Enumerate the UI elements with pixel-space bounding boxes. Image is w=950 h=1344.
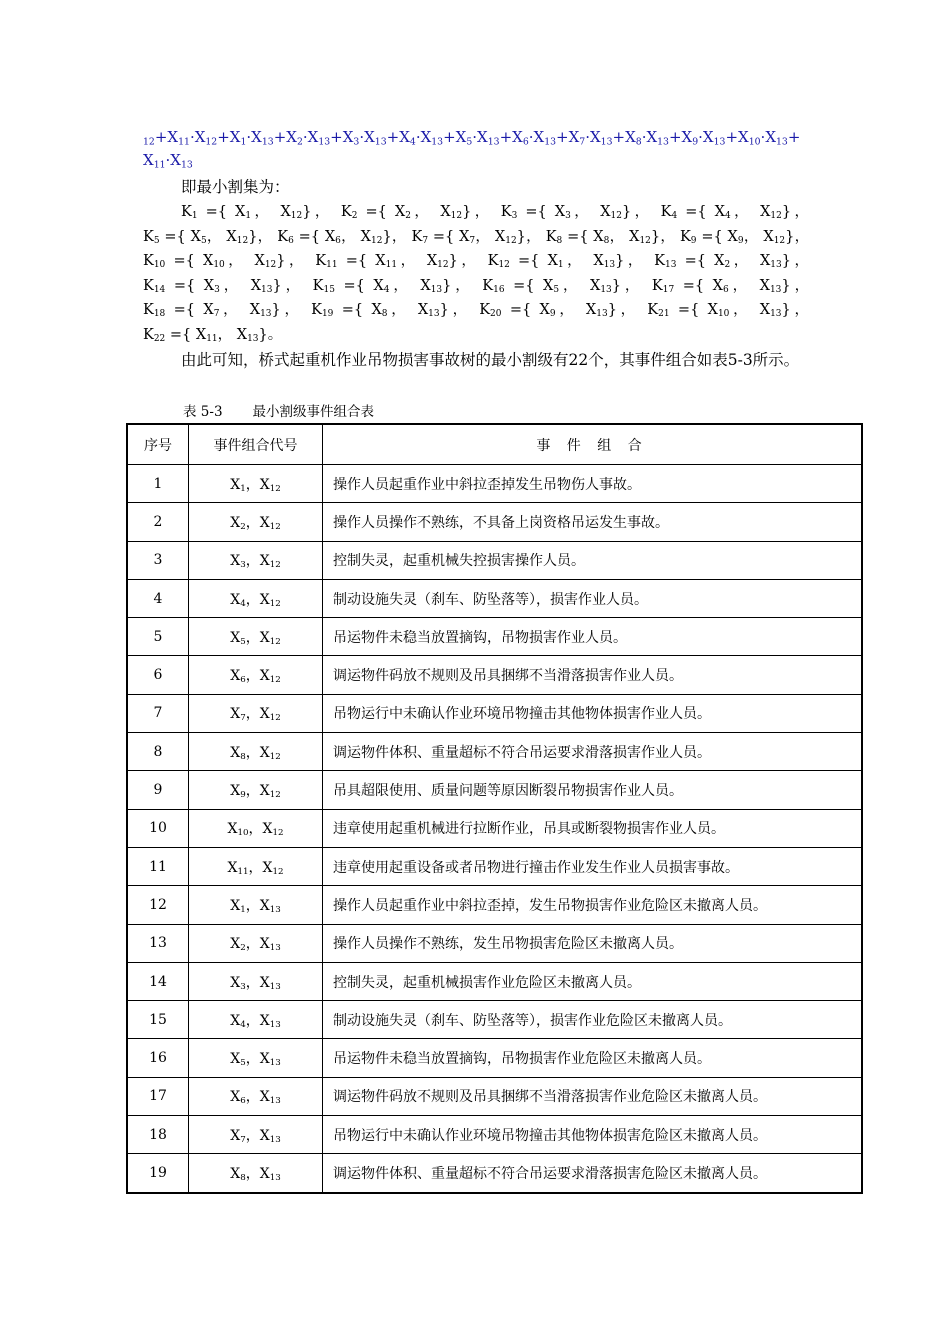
cut-set-event-b: 13 xyxy=(260,309,272,320)
formula-term xyxy=(143,128,155,146)
formula-term: $+X_8$ xyxy=(612,128,642,148)
cut-set-table xyxy=(126,423,863,1194)
formula-term-subscript: 13 xyxy=(713,136,726,148)
formula-term-subscript: 12 xyxy=(143,136,155,148)
cut-set-item: $K_4$ ={ $X_4$， $X_{12}$}， xyxy=(660,204,810,222)
cut-set-index: 13 xyxy=(665,260,677,271)
cut-set-index: 16 xyxy=(493,285,505,296)
summary-paragraph: 由此可知，桥式起重机作业吊物损害事故树的最小割级有22个，其事件组合如表5-3所示。 xyxy=(181,351,800,369)
cut-set-index: 18 xyxy=(153,309,166,320)
table-row xyxy=(127,1116,862,1154)
cut-set-event-a: 8 xyxy=(381,309,388,320)
table-row xyxy=(127,1077,862,1115)
formula-term-subscript: 13 xyxy=(431,136,444,148)
cut-set-event-b: 13 xyxy=(428,309,440,320)
cut-set-event-a: 10 xyxy=(717,309,730,320)
row-event-code: $X_{11}$，$X_{12}$ xyxy=(189,847,323,885)
cut-set-event-b: 13 xyxy=(261,285,273,296)
intro-text: 即最小割集为： xyxy=(181,178,290,196)
cut-set-index: 3 xyxy=(511,211,518,222)
event-code-a: 4 xyxy=(240,1019,246,1030)
cut-set-event-b: 12 xyxy=(639,235,651,246)
formula-term-subscript: 11 xyxy=(178,136,190,148)
event-code-b: 12 xyxy=(269,560,281,571)
formula-term: $+X_6$ xyxy=(499,128,529,148)
formula-term: $\cdot X_{13}$ xyxy=(528,128,557,148)
row-description: 控制失灵，起重机械失控损害操作人员。 xyxy=(323,541,863,579)
cut-set-event-a: 7 xyxy=(469,235,476,246)
row-number: 2 xyxy=(127,503,189,541)
row-number: 18 xyxy=(127,1116,189,1154)
event-code-b: 12 xyxy=(272,866,284,877)
event-code-a: 2 xyxy=(240,522,246,533)
header-combination: 事 件 组 合 xyxy=(323,424,863,465)
cut-set-event-b: 13 xyxy=(247,334,259,345)
row-number: 8 xyxy=(127,733,189,771)
formula-term: $+X_4$ xyxy=(386,128,416,148)
table-row xyxy=(127,618,862,656)
cut-set-event-a: 1 xyxy=(557,260,564,271)
row-number: 6 xyxy=(127,656,189,694)
table-row xyxy=(127,1039,862,1077)
cut-set-event-a: 4 xyxy=(724,211,731,222)
formula-term: $+X_1$ xyxy=(725,128,755,148)
row-number: 14 xyxy=(127,962,189,1000)
event-code-b: 13 xyxy=(269,1058,281,1069)
table-row xyxy=(127,503,862,541)
event-code-a: 8 xyxy=(240,1173,246,1184)
cut-set-index: 5 xyxy=(153,235,160,246)
row-number: 13 xyxy=(127,924,189,962)
formula-term-subscript: 4 xyxy=(409,136,416,148)
table-row xyxy=(127,694,862,732)
row-description: 违章使用起重设备或者吊物进行撞击作业发生作业人员损害事故。 xyxy=(323,847,863,885)
table-row xyxy=(127,1001,862,1039)
cut-set-event-a: 7 xyxy=(213,309,220,320)
cut-set-item: $K_{16}$ ={ $X_5$， $X_{13}$}， xyxy=(482,277,644,296)
row-number: 3 xyxy=(127,541,189,579)
formula-term-subscript: 13 xyxy=(776,136,788,148)
row-event-code: $X_4$，$X_{12}$ xyxy=(189,579,323,617)
event-code-b: 12 xyxy=(269,675,281,686)
formula-term xyxy=(755,128,761,146)
formula-continuation xyxy=(143,126,809,172)
cut-set-item: $K_{17}$ ={ $X_6$， $X_{13}$}， xyxy=(651,277,810,296)
row-number: 17 xyxy=(127,1077,189,1115)
formula-term-subscript: 13 xyxy=(657,136,669,148)
cut-set-event-b: 13 xyxy=(600,285,612,296)
row-description: 调运物件码放不规则及吊具捆绑不当滑落损害作业人员。 xyxy=(323,656,863,694)
row-description: 吊物运行中未确认作业环境吊物撞击其他物体损害作业人员。 xyxy=(323,694,863,732)
event-code-a: 1 xyxy=(240,483,246,494)
cut-set-item: $K_{19}$ ={ $X_8$， $X_{13}$}， xyxy=(311,302,471,320)
cut-set-item: $K_{12}$ ={ $X_1$， $X_{13}$}， xyxy=(487,253,646,271)
formula-term: $\cdot X_{13}$ xyxy=(359,128,387,148)
row-description: 吊物运行中未确认作业环境吊物撞击其他物体损害危险区未撤离人员。 xyxy=(323,1116,863,1154)
formula-term-subscript: 13 xyxy=(600,136,613,148)
cut-set-item: $K_{13}$ ={ $X_2$， $X_{13}$}， xyxy=(654,253,810,271)
cut-set-event-a: 3 xyxy=(214,285,220,296)
cut-set-item: $K_2$ ={ $X_2$， $X_{12}$}， xyxy=(340,204,493,222)
cut-set-item: $K_9$ ={ $X_9$， $X_{12}$}， xyxy=(679,228,810,246)
cut-set-item: $K_5$ ={ $X_5$， $X_{12}$}， xyxy=(143,228,273,246)
cut-set-index: 9 xyxy=(690,235,697,246)
cut-set-item: $K_{20}$ ={ $X_9$， $X_{13}$}， xyxy=(479,302,639,320)
formula-term-subscript: 6 xyxy=(522,136,529,148)
cut-set-event-b: 13 xyxy=(769,285,782,296)
row-number: 12 xyxy=(127,886,189,924)
cut-set-index: 4 xyxy=(671,211,678,222)
cut-set-event-b: 13 xyxy=(770,260,782,271)
formula-term-subscript: 11 xyxy=(153,159,166,171)
table-row xyxy=(127,465,862,503)
cut-set-event-a: 5 xyxy=(553,285,560,296)
cut-set-event-a: 6 xyxy=(335,235,341,246)
table-row xyxy=(127,771,862,809)
cut-set-list xyxy=(143,200,809,348)
header-number: 序号 xyxy=(127,424,189,465)
event-code-b: 13 xyxy=(269,1096,281,1107)
formula-term-subscript: 0 xyxy=(754,136,761,148)
cut-set-event-b: 12 xyxy=(505,235,517,246)
formula-term: $\cdot X_{12}$ xyxy=(189,128,218,148)
row-description: 操作人员操作不熟练，发生吊物损害危险区未撤离人员。 xyxy=(323,924,863,962)
formula-term-subscript: 13 xyxy=(487,136,500,148)
formula-term: $+X_2$ xyxy=(273,128,303,148)
cut-set-index: 15 xyxy=(323,285,335,296)
row-number: 11 xyxy=(127,847,189,885)
formula-term: $\cdot X_{13}$ xyxy=(472,128,500,148)
cut-set-index: 8 xyxy=(556,235,563,246)
row-description: 制动设施失灵（刹车、防坠落等），损害作业危险区未撤离人员。 xyxy=(323,1001,863,1039)
table-row xyxy=(127,656,862,694)
event-code-b: 13 xyxy=(269,981,281,992)
cut-set-index: 17 xyxy=(662,285,675,296)
row-event-code: $X_{10}$，$X_{12}$ xyxy=(189,809,323,847)
event-code-a: 9 xyxy=(240,790,246,801)
cut-set-index: 2 xyxy=(351,211,358,222)
cut-set-item: $K_{14}$ ={ $X_3$， $X_{13}$}， xyxy=(143,277,305,296)
formula-term: $\cdot X_{13}$ xyxy=(302,128,331,148)
cut-set-event-b: 12 xyxy=(450,211,463,222)
formula-term: $\cdot X_{13}$ xyxy=(246,128,274,148)
event-code-a: 8 xyxy=(240,751,246,762)
event-code-b: 13 xyxy=(269,1173,281,1184)
row-description: 调运物件体积、重量超标不符合吊运要求滑落损害危险区未撤离人员。 xyxy=(323,1154,863,1193)
event-code-b: 12 xyxy=(269,713,281,724)
cut-set-index: 19 xyxy=(321,309,334,320)
header-code: 事件组合代号 xyxy=(189,424,323,465)
event-code-a: 7 xyxy=(240,713,246,724)
formula-term-subscript: 1 xyxy=(240,136,247,148)
cut-set-item: $K_{22}$ ={ $X_{11}$， $X_{13}$}。 xyxy=(143,326,283,345)
event-code-a: 11 xyxy=(237,866,249,877)
event-code-a: 7 xyxy=(240,1134,246,1145)
event-code-a: 2 xyxy=(240,943,246,954)
cut-set-event-a: 11 xyxy=(206,334,218,345)
row-event-code: $X_6$，$X_{12}$ xyxy=(189,656,323,694)
formula-term-subscript: 13 xyxy=(544,136,557,148)
event-code-b: 12 xyxy=(272,828,284,839)
row-number: 10 xyxy=(127,809,189,847)
formula-term: $\cdot X_{13}$ xyxy=(415,128,444,148)
cut-set-event-b: 12 xyxy=(371,235,383,246)
cut-set-index: 6 xyxy=(288,235,294,246)
event-code-b: 13 xyxy=(269,943,281,954)
event-code-b: 12 xyxy=(269,636,281,647)
cut-set-event-b: 12 xyxy=(610,211,622,222)
row-event-code: $X_5$，$X_{12}$ xyxy=(189,618,323,656)
event-code-b: 13 xyxy=(269,1134,281,1145)
cut-set-event-b: 13 xyxy=(770,309,782,320)
cut-set-index: 7 xyxy=(422,235,429,246)
cut-set-item: $K_6$ ={ $X_6$， $X_{12}$}， xyxy=(277,228,407,246)
cut-set-event-a: 9 xyxy=(549,309,556,320)
event-code-a: 6 xyxy=(240,1096,246,1107)
event-code-a: 3 xyxy=(240,981,246,992)
formula-term: $+X_{11}$ xyxy=(143,128,801,171)
cut-set-index: 22 xyxy=(153,334,166,345)
cut-set-event-b: 13 xyxy=(603,260,616,271)
row-number: 4 xyxy=(127,579,189,617)
row-description: 操作人员操作不熟练，不具备上岗资格吊运发生事故。 xyxy=(323,503,863,541)
cut-set-event-b: 13 xyxy=(596,309,608,320)
cut-set-index: 1 xyxy=(191,211,198,222)
cut-set-index: 11 xyxy=(326,260,338,271)
cut-set-item: $K_8$ ={ $X_8$， $X_{12}$}， xyxy=(545,228,676,246)
row-description: 制动设施失灵（刹车、防坠落等），损害作业人员。 xyxy=(323,579,863,617)
cut-set-event-b: 12 xyxy=(437,260,449,271)
table-header-row xyxy=(127,424,862,465)
formula-term-subscript: 3 xyxy=(353,136,360,148)
cut-set-event-b: 12 xyxy=(264,260,277,271)
cut-set-item: $K_1$ ={ $X_1$， $X_{12}$}， xyxy=(181,204,333,222)
cut-set-index: 10 xyxy=(153,260,166,271)
formula-term-subscript: 9 xyxy=(692,136,699,148)
row-event-code: $X_4$，$X_{13}$ xyxy=(189,1001,323,1039)
cut-set-event-a: 9 xyxy=(737,235,744,246)
row-event-code: $X_7$，$X_{13}$ xyxy=(189,1116,323,1154)
row-number: 5 xyxy=(127,618,189,656)
row-event-code: $X_8$，$X_{13}$ xyxy=(189,1154,323,1193)
row-number: 15 xyxy=(127,1001,189,1039)
cut-set-event-b: 12 xyxy=(770,211,782,222)
row-event-code: $X_3$，$X_{12}$ xyxy=(189,541,323,579)
formula-term: $\cdot X_{13}$ xyxy=(760,128,788,148)
cut-set-event-a: 10 xyxy=(213,260,225,271)
event-code-a: 6 xyxy=(240,675,246,686)
formula-term-subscript: 5 xyxy=(466,136,473,148)
cut-set-event-a: 2 xyxy=(724,260,731,271)
cut-set-event-a: 3 xyxy=(565,211,571,222)
row-event-code: $X_5$，$X_{13}$ xyxy=(189,1039,323,1077)
row-event-code: $X_9$，$X_{12}$ xyxy=(189,771,323,809)
table-row xyxy=(127,962,862,1000)
table-caption-title: 最小割级事件组合表 xyxy=(252,404,375,420)
row-event-code: $X_8$，$X_{12}$ xyxy=(189,733,323,771)
event-code-a: 1 xyxy=(240,905,246,916)
formula-term: $\cdot X_{13}$ xyxy=(165,151,193,171)
formula-term-subscript: 2 xyxy=(296,136,303,148)
event-code-a: 5 xyxy=(240,636,246,647)
row-number: 7 xyxy=(127,694,189,732)
formula-term: $\cdot X_{13}$ xyxy=(641,128,669,148)
row-event-code: $X_7$，$X_{12}$ xyxy=(189,694,323,732)
row-description: 操作人员起重作业中斜拉歪掉，发生吊物损害作业危险区未撤离人员。 xyxy=(323,886,863,924)
table-row xyxy=(127,924,862,962)
cut-set-event-b: 13 xyxy=(430,285,443,296)
cut-set-event-b: 12 xyxy=(236,235,249,246)
cut-set-event-a: 5 xyxy=(200,235,207,246)
table-row xyxy=(127,579,862,617)
row-description: 控制失灵，起重机械损害作业危险区未撤离人员。 xyxy=(323,962,863,1000)
table-caption xyxy=(183,400,374,420)
event-code-a: 10 xyxy=(237,828,249,839)
event-code-a: 3 xyxy=(240,560,246,571)
row-description: 违章使用起重机械进行拉断作业，吊具或断裂物损害作业人员。 xyxy=(323,809,863,847)
table-row xyxy=(127,1154,862,1193)
cut-set-item: $K_{21}$ ={ $X_{10}$， $X_{13}$}， xyxy=(647,302,809,320)
cut-set-event-a: 11 xyxy=(385,260,398,271)
cut-set-index: 14 xyxy=(153,285,166,296)
cut-set-item: $K_{15}$ ={ $X_4$， $X_{13}$}， xyxy=(312,277,474,296)
row-description: 吊运物件未稳当放置摘钩，吊物损害作业人员。 xyxy=(323,618,863,656)
cut-set-item: $K_{18}$ ={ $X_7$， $X_{13}$}， xyxy=(143,302,303,320)
table-row xyxy=(127,809,862,847)
table-row xyxy=(127,733,862,771)
event-code-a: 5 xyxy=(240,1058,246,1069)
event-code-b: 12 xyxy=(269,598,281,609)
row-number: 1 xyxy=(127,465,189,503)
row-number: 16 xyxy=(127,1039,189,1077)
cut-set-index: 12 xyxy=(498,260,510,271)
event-code-b: 12 xyxy=(269,522,281,533)
cut-set-item: $K_{11}$ ={ $X_{11}$， $X_{12}$}， xyxy=(315,253,480,271)
row-description: 吊具超限使用、质量问题等原因断裂吊物损害作业人员。 xyxy=(323,771,863,809)
formula-term-subscript: 8 xyxy=(635,136,642,148)
cut-set-event-a: 4 xyxy=(383,285,390,296)
formula-term: $+X_{11}$ xyxy=(154,128,190,148)
event-code-b: 12 xyxy=(269,751,281,762)
event-code-b: 13 xyxy=(269,905,281,916)
formula-term: $+X_3$ xyxy=(330,128,360,148)
event-code-b: 12 xyxy=(269,483,281,494)
formula-term: $\cdot X_{13}$ xyxy=(585,128,613,148)
cut-set-item: $K_{10}$ ={ $X_{10}$， $X_{12}$}， xyxy=(143,253,308,271)
row-description: 调运物件体积、重量超标不符合吊运要求滑落损害作业人员。 xyxy=(323,733,863,771)
formula-term-subscript: 13 xyxy=(374,136,387,148)
formula-term-subscript: 7 xyxy=(579,136,586,148)
cut-set-event-b: 12 xyxy=(773,235,786,246)
row-number: 19 xyxy=(127,1154,189,1193)
event-code-a: 4 xyxy=(240,598,246,609)
cut-set-event-a: 1 xyxy=(245,211,252,222)
formula-term-subscript: 12 xyxy=(205,136,218,148)
table-row xyxy=(127,541,862,579)
table-row xyxy=(127,847,862,885)
cut-set-index: 20 xyxy=(490,309,502,320)
formula-term: $\cdot X_{13}$ xyxy=(698,128,726,148)
row-event-code: $X_2$，$X_{13}$ xyxy=(189,924,323,962)
event-code-b: 12 xyxy=(269,790,281,801)
formula-term: $+X_7$ xyxy=(556,128,586,148)
cut-set-event-b: 12 xyxy=(290,211,303,222)
row-event-code: $X_3$，$X_{13}$ xyxy=(189,962,323,1000)
cut-set-event-a: 6 xyxy=(723,285,729,296)
row-description: 操作人员起重作业中斜拉歪掉发生吊物伤人事故。 xyxy=(323,465,863,503)
formula-term-subscript: 13 xyxy=(318,136,331,148)
cut-set-item: $K_3$ ={ $X_3$， $X_{12}$}， xyxy=(500,204,653,222)
cut-set-item: $K_7$ ={ $X_7$， $X_{12}$}， xyxy=(411,228,541,246)
formula-term-subscript: 13 xyxy=(261,136,274,148)
table-row xyxy=(127,886,862,924)
table-caption-number: 表 5-3 xyxy=(183,404,223,420)
row-description: 吊运物件未稳当放置摘钩，吊物损害作业危险区未撤离人员。 xyxy=(323,1039,863,1077)
row-event-code: $X_2$，$X_{12}$ xyxy=(189,503,323,541)
row-number: 9 xyxy=(127,771,189,809)
event-code-b: 13 xyxy=(269,1019,281,1030)
row-event-code: $X_1$，$X_{12}$ xyxy=(189,465,323,503)
formula-term: $+X_1$ xyxy=(217,128,247,148)
cut-set-index: 21 xyxy=(658,309,670,320)
formula-term-subscript: 1 xyxy=(748,136,755,148)
row-event-code: $X_1$，$X_{13}$ xyxy=(189,886,323,924)
cut-set-event-a: 8 xyxy=(603,235,610,246)
cut-set-event-a: 2 xyxy=(405,211,411,222)
row-description: 调运物件码放不规则及吊具捆绑不当滑落损害作业危险区未撤离人员。 xyxy=(323,1077,863,1115)
formula-term: $+X_5$ xyxy=(443,128,473,148)
row-event-code: $X_6$，$X_{13}$ xyxy=(189,1077,323,1115)
formula-term-subscript: 13 xyxy=(180,159,193,171)
formula-term: $+X_9$ xyxy=(668,128,699,148)
